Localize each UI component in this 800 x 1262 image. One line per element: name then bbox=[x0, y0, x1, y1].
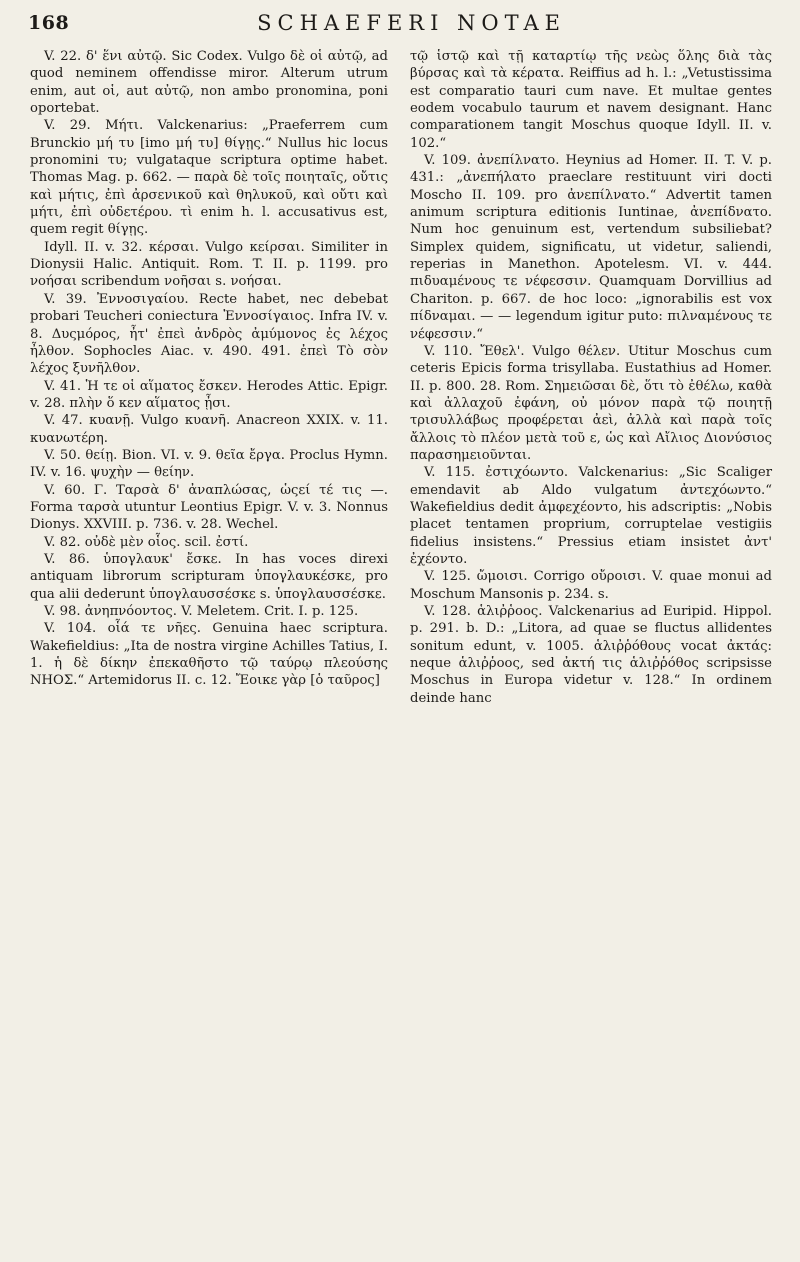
note-paragraph: V. 82. οὐδὲ μὲν οἷος. scil. ἐστί. bbox=[44, 534, 249, 550]
note-paragraph: V. 125. ὤμοισι. Corrigo οὔροισι. V. quae monui ad Moschum Mansonis p. 234. s. bbox=[410, 569, 772, 602]
note-paragraph: V. 39. Ἐννοσιγαίου. Recte habet, nec debebat probari Teucheri coniectura Ἐννοσίγαιος. Infra IV. v. 8. Δυςμόρος, ἦτ' ἐπεὶ ἀνδρὸς ἀμύμονος ἐς λέχος ἦλθον. Sophocles Aiac. v. 490. 491. ἐπεὶ Τὸ σὸν λέχος ξυνῆλθον. bbox=[30, 291, 388, 377]
note-paragraph: V. 115. ἐστιχόωντο. Valckenarius: „Sic Scaliger emendavit ab Aldo vulgatum ἀντεχόωντο.“ Wakefieldius dedit ἀμφεχέοντο, his adscriptis: „Nobis placet tentamen proprium, corruptelae vestigiis fidelius insistens.“ Pressius etiam insistet ἀντ' ἐχέοντο. bbox=[410, 465, 772, 567]
note-paragraph: V. 110. Ἔθελ'. Vulgo θέλεν. Utitur Moschus cum ceteris Epicis forma trisyllaba. Eustathius ad Homer. II. p. 800. 28. Rom. Σημειῶσαι δὲ, ὅτι τὸ ἐθέλω, καθὰ καὶ ἀλλαχοῦ ἐφάνη, οὐ μόνον παρὰ τῷ ποιητῇ τρισυλλάβως προφέρεται ἀεὶ, ἀλλὰ καὶ παρὰ τοῖς ἄλλοις τὸ πλέον μετὰ τοῦ ε, ὡς καὶ Αἴλιος Διονύσιος παρασημειοῦνται. bbox=[410, 343, 772, 463]
page-header bbox=[28, 8, 776, 38]
note-paragraph: V. 41. Ἡ τε οἱ αἵματος ἔσκεν. Herodes Attic. Epigr. v. 28. πλὴν ὅ κεν αἵματος ᾖσι. bbox=[30, 378, 388, 411]
note-paragraph: V. 104. οἷά τε νῆες. Genuina haec scriptura. Wakefieldius: „Ita de nostra virgine Achilles Tatius, I. 1. ἡ δὲ δίκην ἐπεκαθῆστο τῷ ταύρῳ πλεούσης ΝΗΟΣ.“ Artemidorus II. c. 12. Ἔοικε γὰρ [ὁ ταῦρος] bbox=[30, 621, 388, 689]
page-number: 168 bbox=[28, 12, 70, 34]
left-column bbox=[30, 48, 388, 690]
note-paragraph: V. 128. ἁλιῤῥοος. Valckenarius ad Euripid. Hippol. p. 291. b. D.: „Litora, ad quae se fluctus allidentes sonitum edunt, v. 1005. ἁλιῤῥόθους vocat ἀκτάς: neque ἁλιῤῥοος, sed ἀκτή τις ἁλιῤῥόθος scripsisse Moschus in Europa videtur v. 128.“ In ordinem deinde hanc bbox=[410, 604, 772, 706]
note-paragraph: V. 22. δ' ἕνι αὐτῷ. Sic Codex. Vulgo δὲ οἱ αὐτῷ, ad quod neminem offendisse miror. Alterum utrum enim, aut οἱ, aut αὐτῷ, non ambo pronomina, poni oportebat. bbox=[30, 49, 388, 117]
note-paragraph: τῷ ἱστῷ καὶ τῇ καταρτίῳ τῆς νεὼς ὅλης διὰ τὰς βύρσας καὶ τὰ κέρατα. Reiffius ad h. l.: „Vetustissima est comparatio tauri cum nave. Et multae gentes eodem vocabulo taurum et navem designant. Hanc comparationem tangit Moschus quoque Idyll. II. v. 102.“ bbox=[410, 49, 772, 151]
note-paragraph: V. 47. κυανῇ. Vulgo κυανῆ. Anacreon XXIX. v. 11. κυανωτέρη. bbox=[30, 413, 388, 446]
note-paragraph: V. 29. Μήτι. Valckenarius: „Praeferrem cum Brunckio μή τυ [imo μή τυ] θίγῃς.“ Nullus hic locus pronomini τυ; vulgataque scriptura optime habet. Thomas Mag. p. 662. — παρὰ δὲ τοῖς ποιηταῖς, οὔτις καὶ μήτις, ἐπὶ ἀρσενικοῦ καὶ θηλυκοῦ, καὶ οὔτι καὶ μήτι, ἐπὶ οὐδετέρου. τὶ enim h. l. accusativus est, quem regit θίγῃς. bbox=[30, 118, 388, 238]
note-paragraph: Idyll. II. v. 32. κέρσαι. Vulgo κείρσαι. Similiter in Dionysii Halic. Antiquit. Rom. T. II. p. 1199. pro νοήσαι scribendum νοῆσαι s. νοήσαι. bbox=[30, 239, 388, 290]
note-paragraph: V. 50. θείῃ. Bion. VI. v. 9. θεῖα ἔργα. Proclus Hymn. IV. v. 16. ψυχὴν — θείην. bbox=[30, 447, 388, 481]
right-column bbox=[410, 48, 772, 707]
note-paragraph: V. 98. ἀνηπνόοντος. V. Meletem. Crit. I. p. 125. bbox=[44, 604, 359, 619]
note-paragraph: V. 109. ἀνεπίλνατο. Heynius ad Homer. II. T. V. p. 431.: „ἀνεπήλατο praeclare restituunt viri docti Moscho II. 109. pro ἀνεπίλνατο.“ Advertit tamen animum scriptura editionis Iuntinae, ἀνεπίδνατο. Num hoc genuinum est, vertendum subsiliebat? Simplex quidem, significatu, ut videtur, saliendi, reperias in Manethon. Apotelesm. VI. v. 444. πιδυαμένους τε νέφεσσιν. Quamquam Dorvillius ad Chariton. p. 667. de hoc loco: „ignorabilis est vox πίδναμαι. — — legendum igitur puto: πιλναμένους τε νέφεσσιν.“ bbox=[410, 153, 772, 342]
running-head: SCHAEFERI NOTAE bbox=[257, 11, 566, 35]
note-paragraph: V. 86. ὑπογλαυκ' ἔσκε. In has voces direxi antiquam librorum scripturam ὑπογλαυκέσκε, pro qua alii dederunt ὑπογλαυσσέσκε s. ὑπογλαυσσέσκε. bbox=[30, 551, 388, 602]
note-paragraph: V. 60. Γ. Ταρσὰ δ' ἀναπλώσας, ὡςεί τέ τις —. Forma ταρσὰ utuntur Leontius Epigr. V. v. 3. Nonnus Dionys. XXVIII. p. 736. v. 28. Wechel. bbox=[30, 482, 388, 533]
